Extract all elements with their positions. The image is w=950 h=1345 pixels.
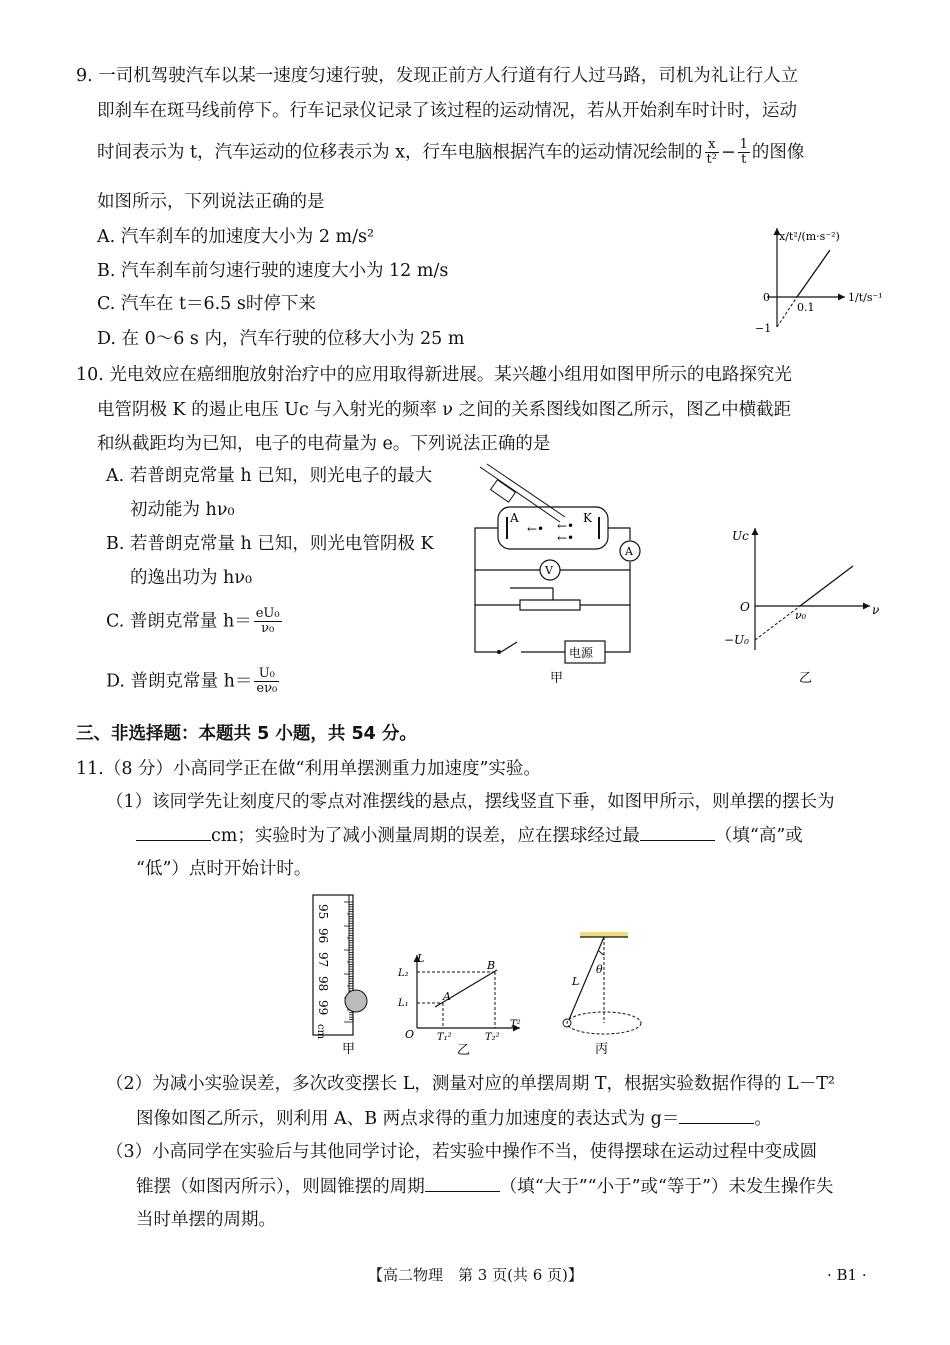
electron-arrow: ←•: [557, 531, 575, 545]
q11-graph-L2: L₂: [398, 968, 409, 979]
anode-label: A: [510, 511, 519, 525]
q9-graph-dashed-line: [777, 297, 797, 327]
q11-graph-T1: T₁²: [437, 1032, 452, 1043]
q10-graph-line: [800, 566, 853, 606]
q10-option-c-frac: [254, 607, 282, 637]
q11-graph-yi: [395, 950, 535, 1060]
q11-p2-line2-b: 。: [754, 1109, 772, 1129]
q9-option-c: C. 汽车在 t＝6.5 s时停下来: [97, 294, 316, 314]
frac-num: x: [705, 138, 719, 153]
rheostat: [520, 600, 580, 610]
cathode-label: K: [583, 511, 592, 525]
frac-num: eU₀: [255, 606, 280, 621]
voltmeter-label: V: [545, 564, 553, 577]
q9-graph-xtick: 0.1: [797, 301, 815, 314]
q10-graph-yi: [720, 518, 895, 690]
q11-p1-line2-b: （填“高”或: [714, 826, 803, 846]
answer-blank[interactable]: [425, 1177, 500, 1192]
q11-ruler-figure: [305, 890, 385, 1060]
q10-option-c: [106, 607, 284, 637]
q9-graph-xlabel: 1/t/s⁻¹: [848, 291, 883, 304]
q9-frac-x-t2: [705, 138, 719, 168]
figure-label-yi: 乙: [799, 671, 813, 686]
wire: [608, 528, 630, 540]
q10-graph-dashed-line: [755, 606, 800, 640]
frac-num: 1: [739, 137, 748, 152]
q10-circuit-diagram: [465, 462, 655, 692]
q9-graph-ylabel: x/t²/(m·s⁻²): [779, 230, 840, 243]
wire: [605, 605, 630, 652]
q11-graph-point-A: A: [443, 990, 451, 1003]
q9-line1: 9. 一司机驾驶汽车以某一速度匀速行驶，发现正前方人行道有行人过马路，司机为礼让行人立: [76, 66, 799, 86]
q11-graph-point-B: B: [487, 959, 496, 972]
q10-graph-ytick: −U₀: [724, 633, 749, 647]
q10-option-a-line2: 初动能为 hν₀: [130, 500, 235, 520]
ruler-number: 95: [316, 904, 330, 920]
answer-blank[interactable]: [136, 826, 211, 841]
q10-option-b-line1: B. 若普朗克常量 h 已知，则光电管阴极 K: [106, 534, 434, 554]
ruler-unit: cm: [315, 1024, 326, 1040]
switch: [501, 642, 517, 652]
q11-p1-line2-a: cm；实验时为了减小测量周期的误差，应在摆球经过最: [211, 826, 640, 846]
q11-p3-line2: [136, 1177, 833, 1198]
ammeter-label: A: [625, 545, 633, 558]
q10-option-c-text: C. 普朗克常量 h＝: [106, 611, 252, 632]
page-footer: 【高二物理 第 3 页(共 6 页)】: [368, 1266, 583, 1284]
q10-line1: 10. 光电效应在癌细胞放射治疗中的应用取得新进展。某兴趣小组用如图甲所示的电路探究光: [76, 365, 792, 385]
q11-p2-line2-a: 图像如图乙所示，则利用 A、B 两点求得的重力加速度的表达式为 g＝: [136, 1109, 680, 1129]
figure-label-yi: 乙: [457, 1043, 471, 1058]
power-source-label: 电源: [569, 646, 594, 660]
q9-option-a: A. 汽车刹车的加速度大小为 2 m/s²: [97, 227, 375, 247]
q9-line3: [97, 138, 804, 168]
q9-option-d: D. 在 0～6 s 内，汽车行驶的位移大小为 25 m: [97, 329, 465, 349]
figure-label-jia: 甲: [550, 671, 564, 686]
q10-line2: 电管阴极 K 的遏止电压 Uc 与入射光的频率 ν 之间的关系图线如图乙所示，图乙中横截距: [97, 400, 792, 420]
angle-arc: [599, 951, 604, 955]
q9-line3-a: 时间表示为 t，汽车运动的位移表示为 x，行车电脑根据汽车的运动情况绘制的: [97, 142, 703, 163]
ruler-number: 96: [316, 928, 330, 944]
section-heading: 三、非选择题：本题共 5 小题，共 54 分。: [76, 724, 417, 744]
frac-den: ν₀: [261, 621, 275, 637]
length-label: L: [572, 975, 580, 988]
q9-graph-origin: 0: [763, 291, 770, 304]
q9-line3-b: 的图像: [751, 142, 805, 163]
q11-p2-line2: [136, 1109, 772, 1130]
answer-blank[interactable]: [640, 826, 715, 841]
q10-graph-xtick: ν₀: [795, 609, 807, 622]
ceiling-hatch: [580, 932, 628, 937]
q11-p1-line1: （1）该同学先让刻度尺的零点对准摆线的悬点，摆线竖直下垂，如图甲所示，则单摆的摆长为: [106, 792, 835, 812]
q10-option-d-text: D. 普朗克常量 h＝: [106, 671, 253, 692]
q10-graph-ylabel: Uc: [732, 529, 749, 543]
q11-p3-line2-b: （填“大于”“小于”或“等于”）未发生操作失: [499, 1177, 834, 1197]
q11-p2-line1: （2）为减小实验误差，多次改变摆长 L，测量对应的单摆周期 T，根据实验数据作得的 L－T²: [106, 1074, 835, 1094]
light-filter: [491, 480, 516, 502]
pendulum-bob: [345, 990, 367, 1012]
minus-sign: −: [720, 142, 736, 163]
ruler-number: 98: [316, 976, 330, 992]
q11-conical-pendulum: [555, 925, 650, 1060]
q9-line4: 如图所示，下列说法正确的是: [97, 192, 325, 212]
q10-option-a-line1: A. 若普朗克常量 h 已知，则光电子的最大: [106, 466, 433, 486]
frac-den: t²: [706, 152, 717, 168]
page-code: · B1 ·: [827, 1266, 867, 1284]
q9-graph-line: [797, 250, 830, 297]
q10-option-b-line2: 的逸出功为 hν₀: [130, 568, 252, 588]
figure-label-bing: 丙: [595, 1042, 609, 1057]
electron-arrow: ←•: [527, 522, 545, 536]
light-ray: [480, 467, 560, 522]
figure-label-jia: 甲: [342, 1042, 356, 1057]
q11-p3-line3: 当时单摆的周期。: [136, 1210, 276, 1230]
q9-frac-1-t: [738, 138, 750, 168]
q9-graph: [745, 222, 895, 347]
q10-graph-xlabel: ν: [872, 603, 880, 617]
electron-arrow: ←•: [557, 519, 575, 533]
q11-graph-xlabel: T²: [510, 1019, 521, 1030]
q9-line2: 即刹车在斑马线前停下。行车记录仪记录了该过程的运动情况，若从开始刹车时计时，运动: [97, 101, 797, 121]
frac-den: eν₀: [256, 681, 278, 697]
frac-num: U₀: [254, 667, 279, 682]
ruler-number: 97: [316, 952, 330, 968]
switch-contact: [497, 650, 501, 654]
q10-option-d: [106, 667, 281, 697]
q11-p1-line3: “低”）点时开始计时。: [136, 859, 312, 879]
q11-line1: 11.（8 分）小高同学正在做“利用单摆测重力加速度”实验。: [76, 759, 541, 779]
q11-graph-origin: O: [405, 1028, 415, 1041]
q11-graph-ylabel: L: [417, 952, 425, 965]
q11-p3-line1: （3）小高同学在实验后与其他同学讨论，若实验中操作不当，使得摆球在运动过程中变成圆: [106, 1142, 818, 1162]
q10-line3: 和纵截距均为已知，电子的电荷量为 e。下列说法正确的是: [97, 434, 551, 454]
answer-blank[interactable]: [679, 1109, 754, 1124]
q11-p3-line2-a: 锥摆（如图丙所示），则圆锥摆的周期: [136, 1177, 425, 1197]
q10-option-d-frac: [254, 667, 279, 697]
q9-graph-ytick: −1: [755, 322, 772, 335]
q10-graph-origin: O: [740, 600, 750, 614]
q11-graph-L1: L₁: [398, 998, 409, 1009]
ruler-number: 99: [316, 1000, 330, 1016]
q11-graph-T2: T₂²: [485, 1032, 500, 1043]
theta-label: θ: [596, 963, 603, 976]
q9-option-b: B. 汽车刹车前匀速行驶的速度大小为 12 m/s: [97, 261, 449, 281]
q11-p1-line2: [136, 826, 803, 847]
wire: [475, 605, 497, 652]
frac-den: t: [741, 152, 747, 168]
